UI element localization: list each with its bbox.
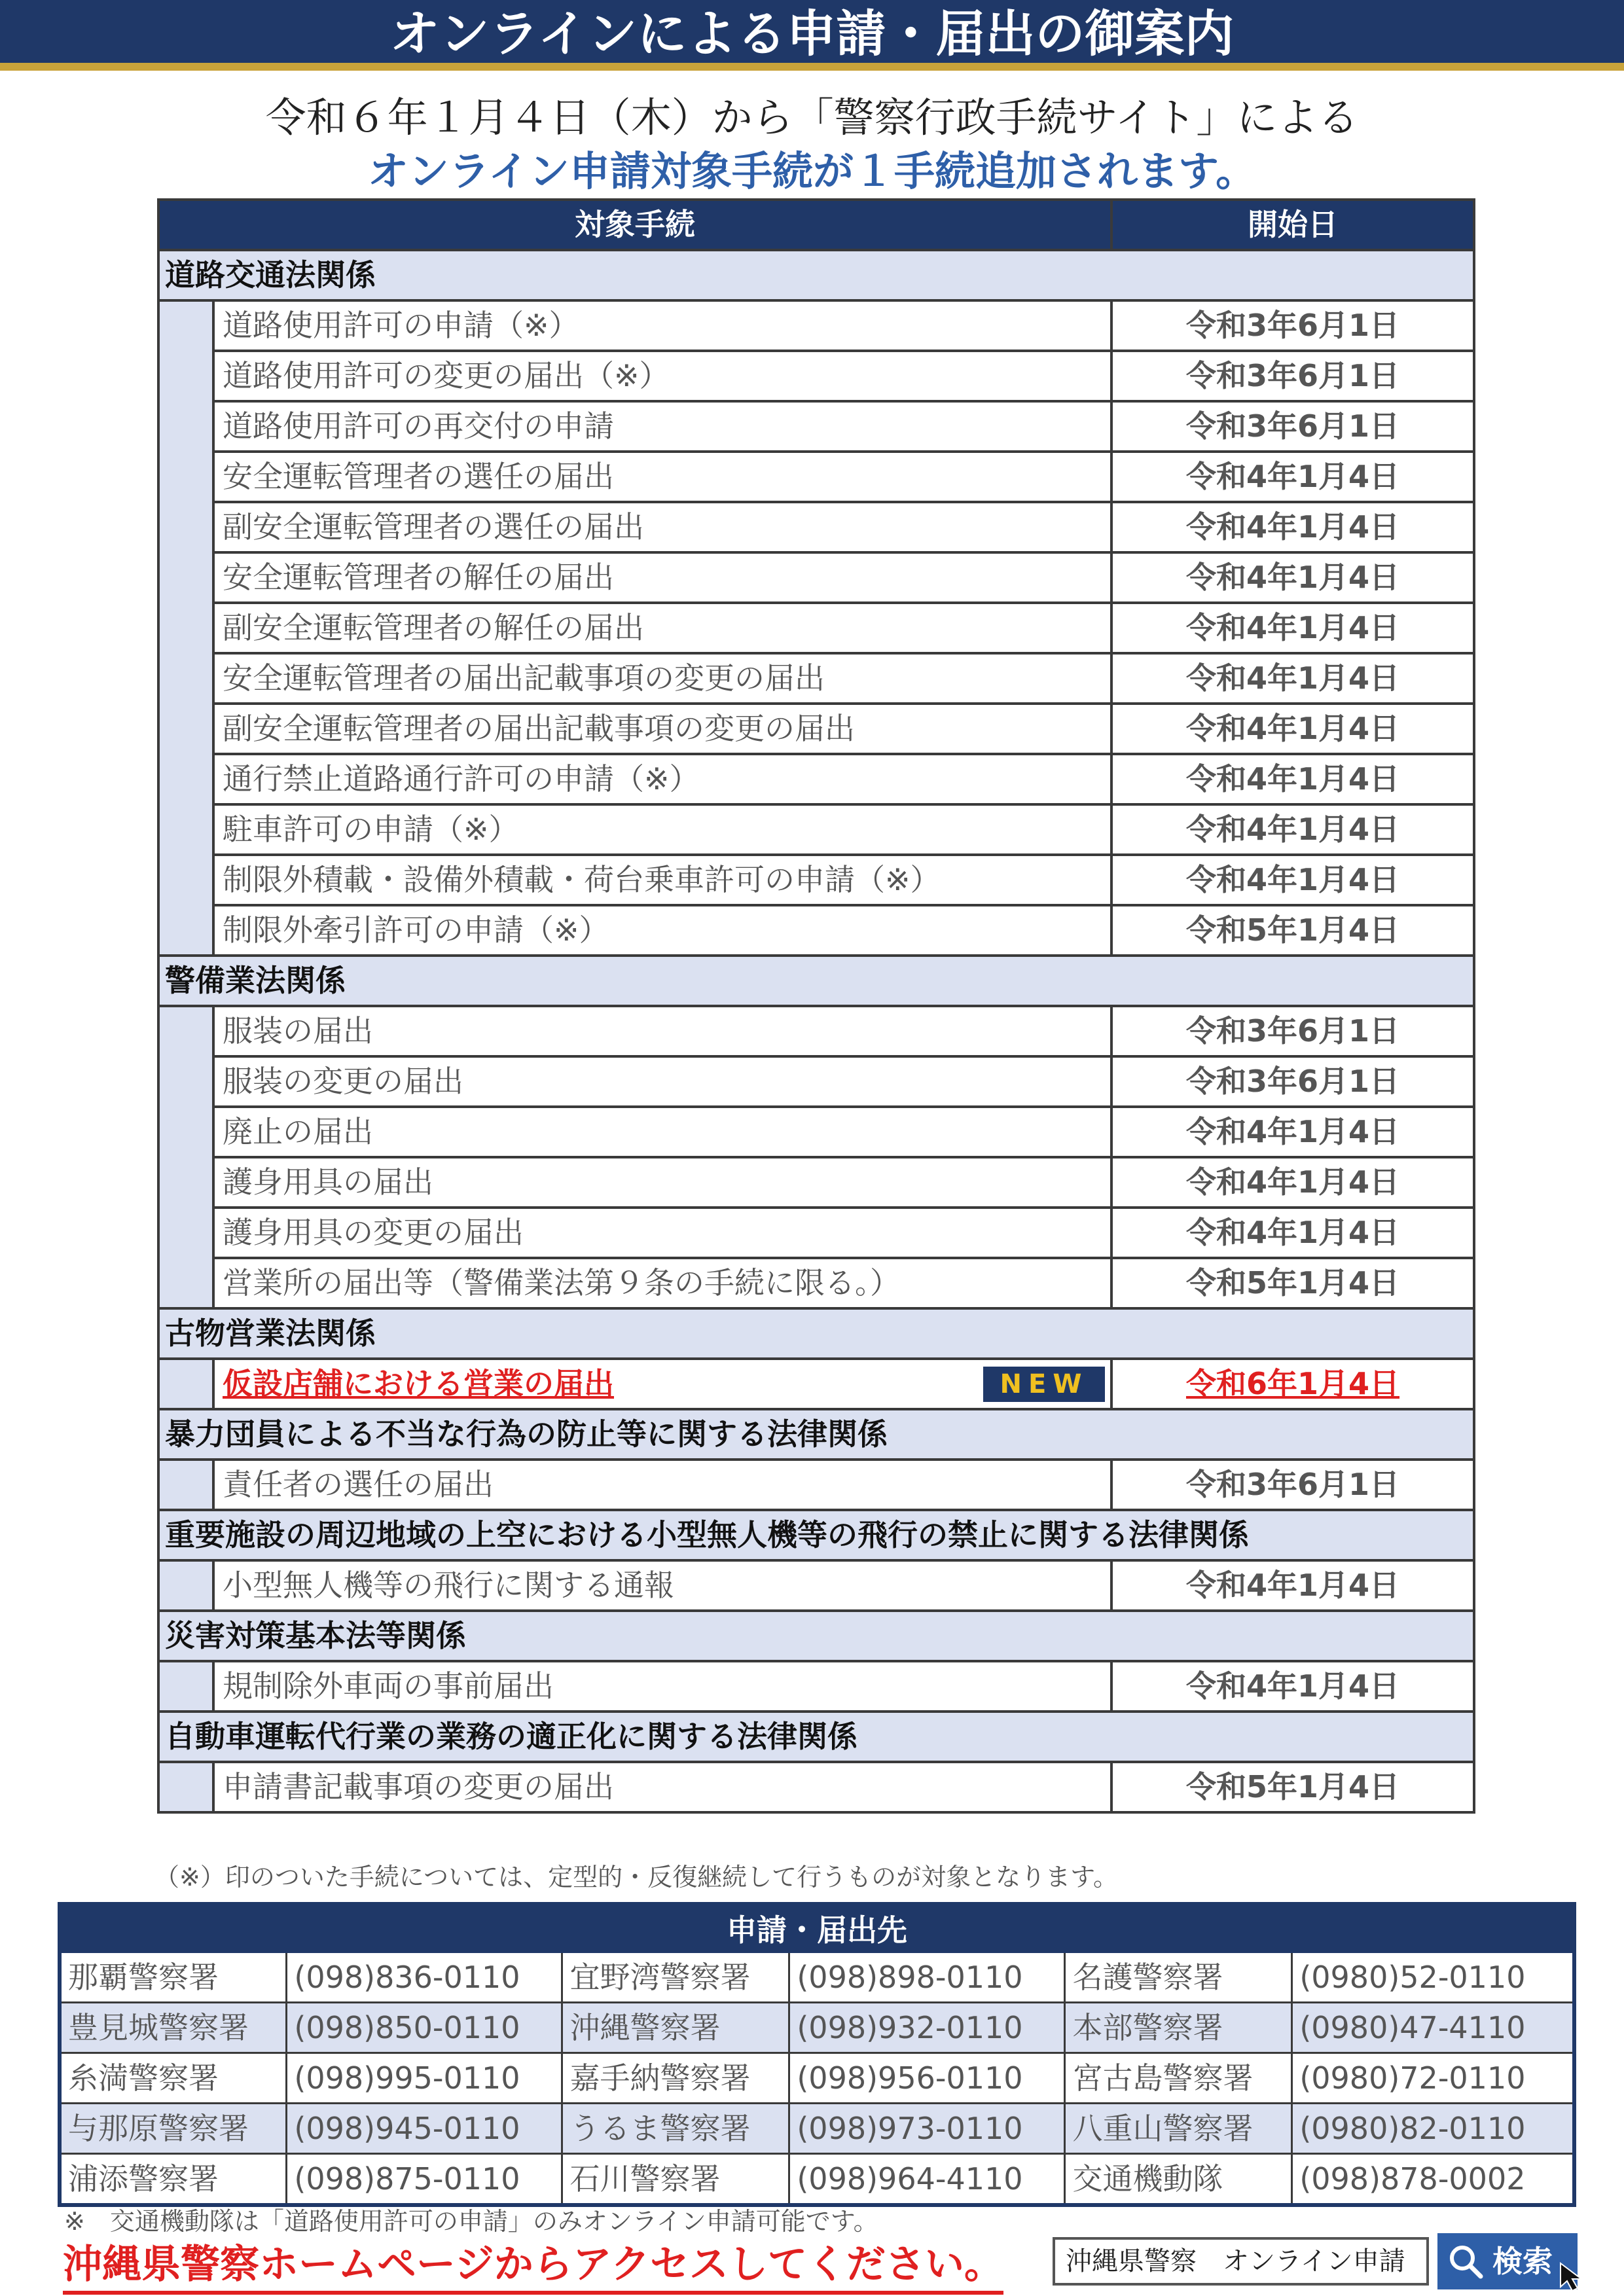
contacts-body	[60, 1952, 1574, 2205]
search-button[interactable]	[1437, 2233, 1578, 2289]
start-date: 令和4年1月4日	[1111, 1560, 1474, 1611]
category-label: 暴力団員による不当な行為の防止等に関する法律関係	[158, 1409, 1474, 1460]
start-date: 令和3年6月1日	[1111, 300, 1474, 351]
row-indent	[158, 452, 213, 502]
procedure-name: 道路使用許可の変更の届出（※）	[213, 351, 1111, 401]
station-phone: (0980)52-0110	[1292, 1952, 1574, 2003]
start-date: 令和4年1月4日	[1111, 704, 1474, 754]
contacts-title: 申請・届出先	[60, 1904, 1574, 1952]
category-label: 道路交通法関係	[158, 250, 1474, 300]
col-header-procedure: 対象手続	[158, 200, 1111, 250]
start-date: 令和4年1月4日	[1111, 855, 1474, 905]
procedure-name: 小型無人機等の飛行に関する通報	[213, 1560, 1111, 1611]
procedure-row	[158, 1056, 1474, 1107]
row-indent	[158, 1560, 213, 1611]
start-date: 令和4年1月4日	[1111, 452, 1474, 502]
procedure-row	[158, 754, 1474, 804]
station-phone: (098)956-0110	[789, 2053, 1065, 2104]
row-indent	[158, 603, 213, 653]
station-phone: (098)945-0110	[287, 2104, 562, 2154]
category-row	[158, 1409, 1474, 1460]
procedure-name: 安全運転管理者の届出記載事項の変更の届出	[213, 653, 1111, 704]
station-name: 石川警察署	[562, 2154, 789, 2206]
start-date: 令和4年1月4日	[1111, 603, 1474, 653]
procedure-row	[158, 1460, 1474, 1510]
category-label: 重要施設の周辺地域の上空における小型無人機等の飛行の禁止に関する法律関係	[158, 1510, 1474, 1560]
procedure-name: 責任者の選任の届出	[213, 1460, 1111, 1510]
contact-row	[60, 2104, 1574, 2154]
station-name: 八重山警察署	[1065, 2104, 1292, 2154]
contact-row	[60, 2154, 1574, 2206]
start-date: 令和4年1月4日	[1111, 653, 1474, 704]
row-indent	[158, 351, 213, 401]
start-date: 令和3年6月1日	[1111, 351, 1474, 401]
station-phone: (0980)72-0110	[1292, 2053, 1574, 2104]
procedure-name-text: 仮設店舗における営業の届出	[223, 1366, 614, 1401]
row-indent	[158, 905, 213, 956]
row-indent	[158, 401, 213, 452]
homepage-access-note: 沖縄県警察ホームページからアクセスしてください。	[63, 2238, 1003, 2295]
procedures-header-row	[158, 200, 1474, 250]
procedures-table	[157, 198, 1475, 1814]
procedure-row	[158, 1107, 1474, 1157]
row-indent	[158, 1762, 213, 1812]
cursor-arrow-icon	[1558, 2261, 1588, 2293]
start-date: 令和5年1月4日	[1111, 1762, 1474, 1812]
search-input[interactable]: 沖縄県警察 オンライン申請	[1053, 2237, 1429, 2286]
start-date: 令和3年6月1日	[1111, 1006, 1474, 1056]
station-name: 名護警察署	[1065, 1952, 1292, 2003]
intro-line-2: オンライン申請対象手続が１手続追加されます。	[367, 147, 1257, 195]
start-date: 令和4年1月4日	[1111, 1208, 1474, 1258]
station-phone: (098)875-0110	[287, 2154, 562, 2206]
contact-row	[60, 2003, 1574, 2053]
search-icon	[1447, 2242, 1486, 2282]
procedure-name: 安全運転管理者の選任の届出	[213, 452, 1111, 502]
contacts-table	[58, 1902, 1576, 2207]
intro-line-1: 令和６年１月４日（木）から「警察行政手続サイト」による	[265, 94, 1359, 141]
category-row	[158, 250, 1474, 300]
station-name: 豊見城警察署	[60, 2003, 287, 2053]
start-date: 令和4年1月4日	[1111, 1107, 1474, 1157]
procedure-row	[158, 804, 1474, 855]
row-indent	[158, 704, 213, 754]
procedure-row	[158, 351, 1474, 401]
procedure-row	[158, 855, 1474, 905]
row-indent	[158, 1157, 213, 1208]
procedure-name: 駐車許可の申請（※）	[213, 804, 1111, 855]
procedure-name-new	[213, 1359, 1111, 1409]
procedure-name: 服装の変更の届出	[213, 1056, 1111, 1107]
row-indent	[158, 300, 213, 351]
procedure-row	[158, 300, 1474, 351]
procedure-row	[158, 1258, 1474, 1308]
row-indent	[158, 804, 213, 855]
category-row	[158, 956, 1474, 1006]
procedure-row	[158, 1208, 1474, 1258]
procedure-name: 安全運転管理者の解任の届出	[213, 552, 1111, 603]
procedure-row	[158, 1157, 1474, 1208]
category-label: 災害対策基本法等関係	[158, 1611, 1474, 1661]
row-indent	[158, 1107, 213, 1157]
station-phone: (0980)82-0110	[1292, 2104, 1574, 2154]
station-name: 与那原警察署	[60, 2104, 287, 2154]
col-header-start-date: 開始日	[1111, 200, 1474, 250]
procedure-row	[158, 653, 1474, 704]
procedure-row	[158, 1359, 1474, 1409]
station-phone: (098)898-0110	[789, 1952, 1065, 2003]
procedure-name: 制限外積載・設備外積載・荷台乗車許可の申請（※）	[213, 855, 1111, 905]
row-indent	[158, 1056, 213, 1107]
category-label: 警備業法関係	[158, 956, 1474, 1006]
start-date: 令和5年1月4日	[1111, 1258, 1474, 1308]
procedures-body	[158, 250, 1474, 1812]
contact-row	[60, 2053, 1574, 2104]
procedure-name: 副安全運転管理者の届出記載事項の変更の届出	[213, 704, 1111, 754]
procedure-row	[158, 452, 1474, 502]
station-phone: (098)850-0110	[287, 2003, 562, 2053]
start-date: 令和3年6月1日	[1111, 1056, 1474, 1107]
row-indent	[158, 754, 213, 804]
station-name: 浦添警察署	[60, 2154, 287, 2206]
row-indent	[158, 1006, 213, 1056]
category-row	[158, 1712, 1474, 1762]
procedure-row	[158, 1762, 1474, 1812]
station-name: 宜野湾警察署	[562, 1952, 789, 2003]
procedure-row	[158, 1560, 1474, 1611]
procedure-row	[158, 552, 1474, 603]
traffic-unit-note: ※ 交通機動隊は「道路使用許可の申請」のみオンライン申請可能です。	[64, 2207, 878, 2236]
procedure-name: 護身用具の届出	[213, 1157, 1111, 1208]
procedure-name: 副安全運転管理者の選任の届出	[213, 502, 1111, 552]
page-banner	[0, 0, 1624, 71]
procedure-name: 副安全運転管理者の解任の届出	[213, 603, 1111, 653]
start-date: 令和4年1月4日	[1111, 754, 1474, 804]
procedure-name: 道路使用許可の再交付の申請	[213, 401, 1111, 452]
procedure-name: 護身用具の変更の届出	[213, 1208, 1111, 1258]
station-phone: (098)932-0110	[789, 2003, 1065, 2053]
category-row	[158, 1611, 1474, 1661]
row-indent	[158, 1661, 213, 1712]
procedure-name: 道路使用許可の申請（※）	[213, 300, 1111, 351]
row-indent	[158, 855, 213, 905]
row-indent	[158, 1208, 213, 1258]
station-phone: (098)995-0110	[287, 2053, 562, 2104]
row-indent	[158, 1258, 213, 1308]
row-indent	[158, 653, 213, 704]
start-date: 令和4年1月4日	[1111, 804, 1474, 855]
start-date: 令和3年6月1日	[1111, 401, 1474, 452]
start-date: 令和4年1月4日	[1111, 552, 1474, 603]
procedure-name: 申請書記載事項の変更の届出	[213, 1762, 1111, 1812]
station-phone: (098)878-0002	[1292, 2154, 1574, 2206]
station-name: 沖縄警察署	[562, 2003, 789, 2053]
procedure-name: 通行禁止道路通行許可の申請（※）	[213, 754, 1111, 804]
station-phone: (098)973-0110	[789, 2104, 1065, 2154]
station-name: 宮古島警察署	[1065, 2053, 1292, 2104]
procedure-row	[158, 1661, 1474, 1712]
row-indent	[158, 1460, 213, 1510]
start-date: 令和5年1月4日	[1111, 905, 1474, 956]
category-label: 古物営業法関係	[158, 1308, 1474, 1359]
start-date-new: 令和6年1月4日	[1111, 1359, 1474, 1409]
procedure-name: 服装の届出	[213, 1006, 1111, 1056]
row-indent	[158, 502, 213, 552]
start-date: 令和4年1月4日	[1111, 1661, 1474, 1712]
procedure-row	[158, 1006, 1474, 1056]
search-button-label: 検索	[1492, 2244, 1553, 2279]
procedure-row	[158, 704, 1474, 754]
asterisk-note: （※）印のついた手続については、定型的・反復継続して行うものが対象となります。	[154, 1863, 1119, 1892]
procedure-row	[158, 502, 1474, 552]
category-row	[158, 1308, 1474, 1359]
category-label: 自動車運転代行業の業務の適正化に関する法律関係	[158, 1712, 1474, 1762]
procedure-name: 廃止の届出	[213, 1107, 1111, 1157]
page-title: オンラインによる申請・届出の御案内	[389, 5, 1235, 63]
station-name: 交通機動隊	[1065, 2154, 1292, 2206]
start-date: 令和4年1月4日	[1111, 502, 1474, 552]
station-name: うるま警察署	[562, 2104, 789, 2154]
procedure-name: 規制除外車両の事前届出	[213, 1661, 1111, 1712]
procedure-row	[158, 905, 1474, 956]
start-date: 令和4年1月4日	[1111, 1157, 1474, 1208]
procedure-name: 制限外牽引許可の申請（※）	[213, 905, 1111, 956]
procedure-row	[158, 401, 1474, 452]
station-name: 糸満警察署	[60, 2053, 287, 2104]
row-indent	[158, 552, 213, 603]
contact-row	[60, 1952, 1574, 2003]
station-phone: (0980)47-4110	[1292, 2003, 1574, 2053]
procedure-row	[158, 603, 1474, 653]
start-date: 令和3年6月1日	[1111, 1460, 1474, 1510]
station-phone: (098)836-0110	[287, 1952, 562, 2003]
row-indent	[158, 1359, 213, 1409]
new-badge: NEW	[983, 1367, 1105, 1402]
station-phone: (098)964-4110	[789, 2154, 1065, 2206]
station-name: 嘉手納警察署	[562, 2053, 789, 2104]
category-row	[158, 1510, 1474, 1560]
procedure-name: 営業所の届出等（警備業法第９条の手続に限る。）	[213, 1258, 1111, 1308]
station-name: 那覇警察署	[60, 1952, 287, 2003]
station-name: 本部警察署	[1065, 2003, 1292, 2053]
